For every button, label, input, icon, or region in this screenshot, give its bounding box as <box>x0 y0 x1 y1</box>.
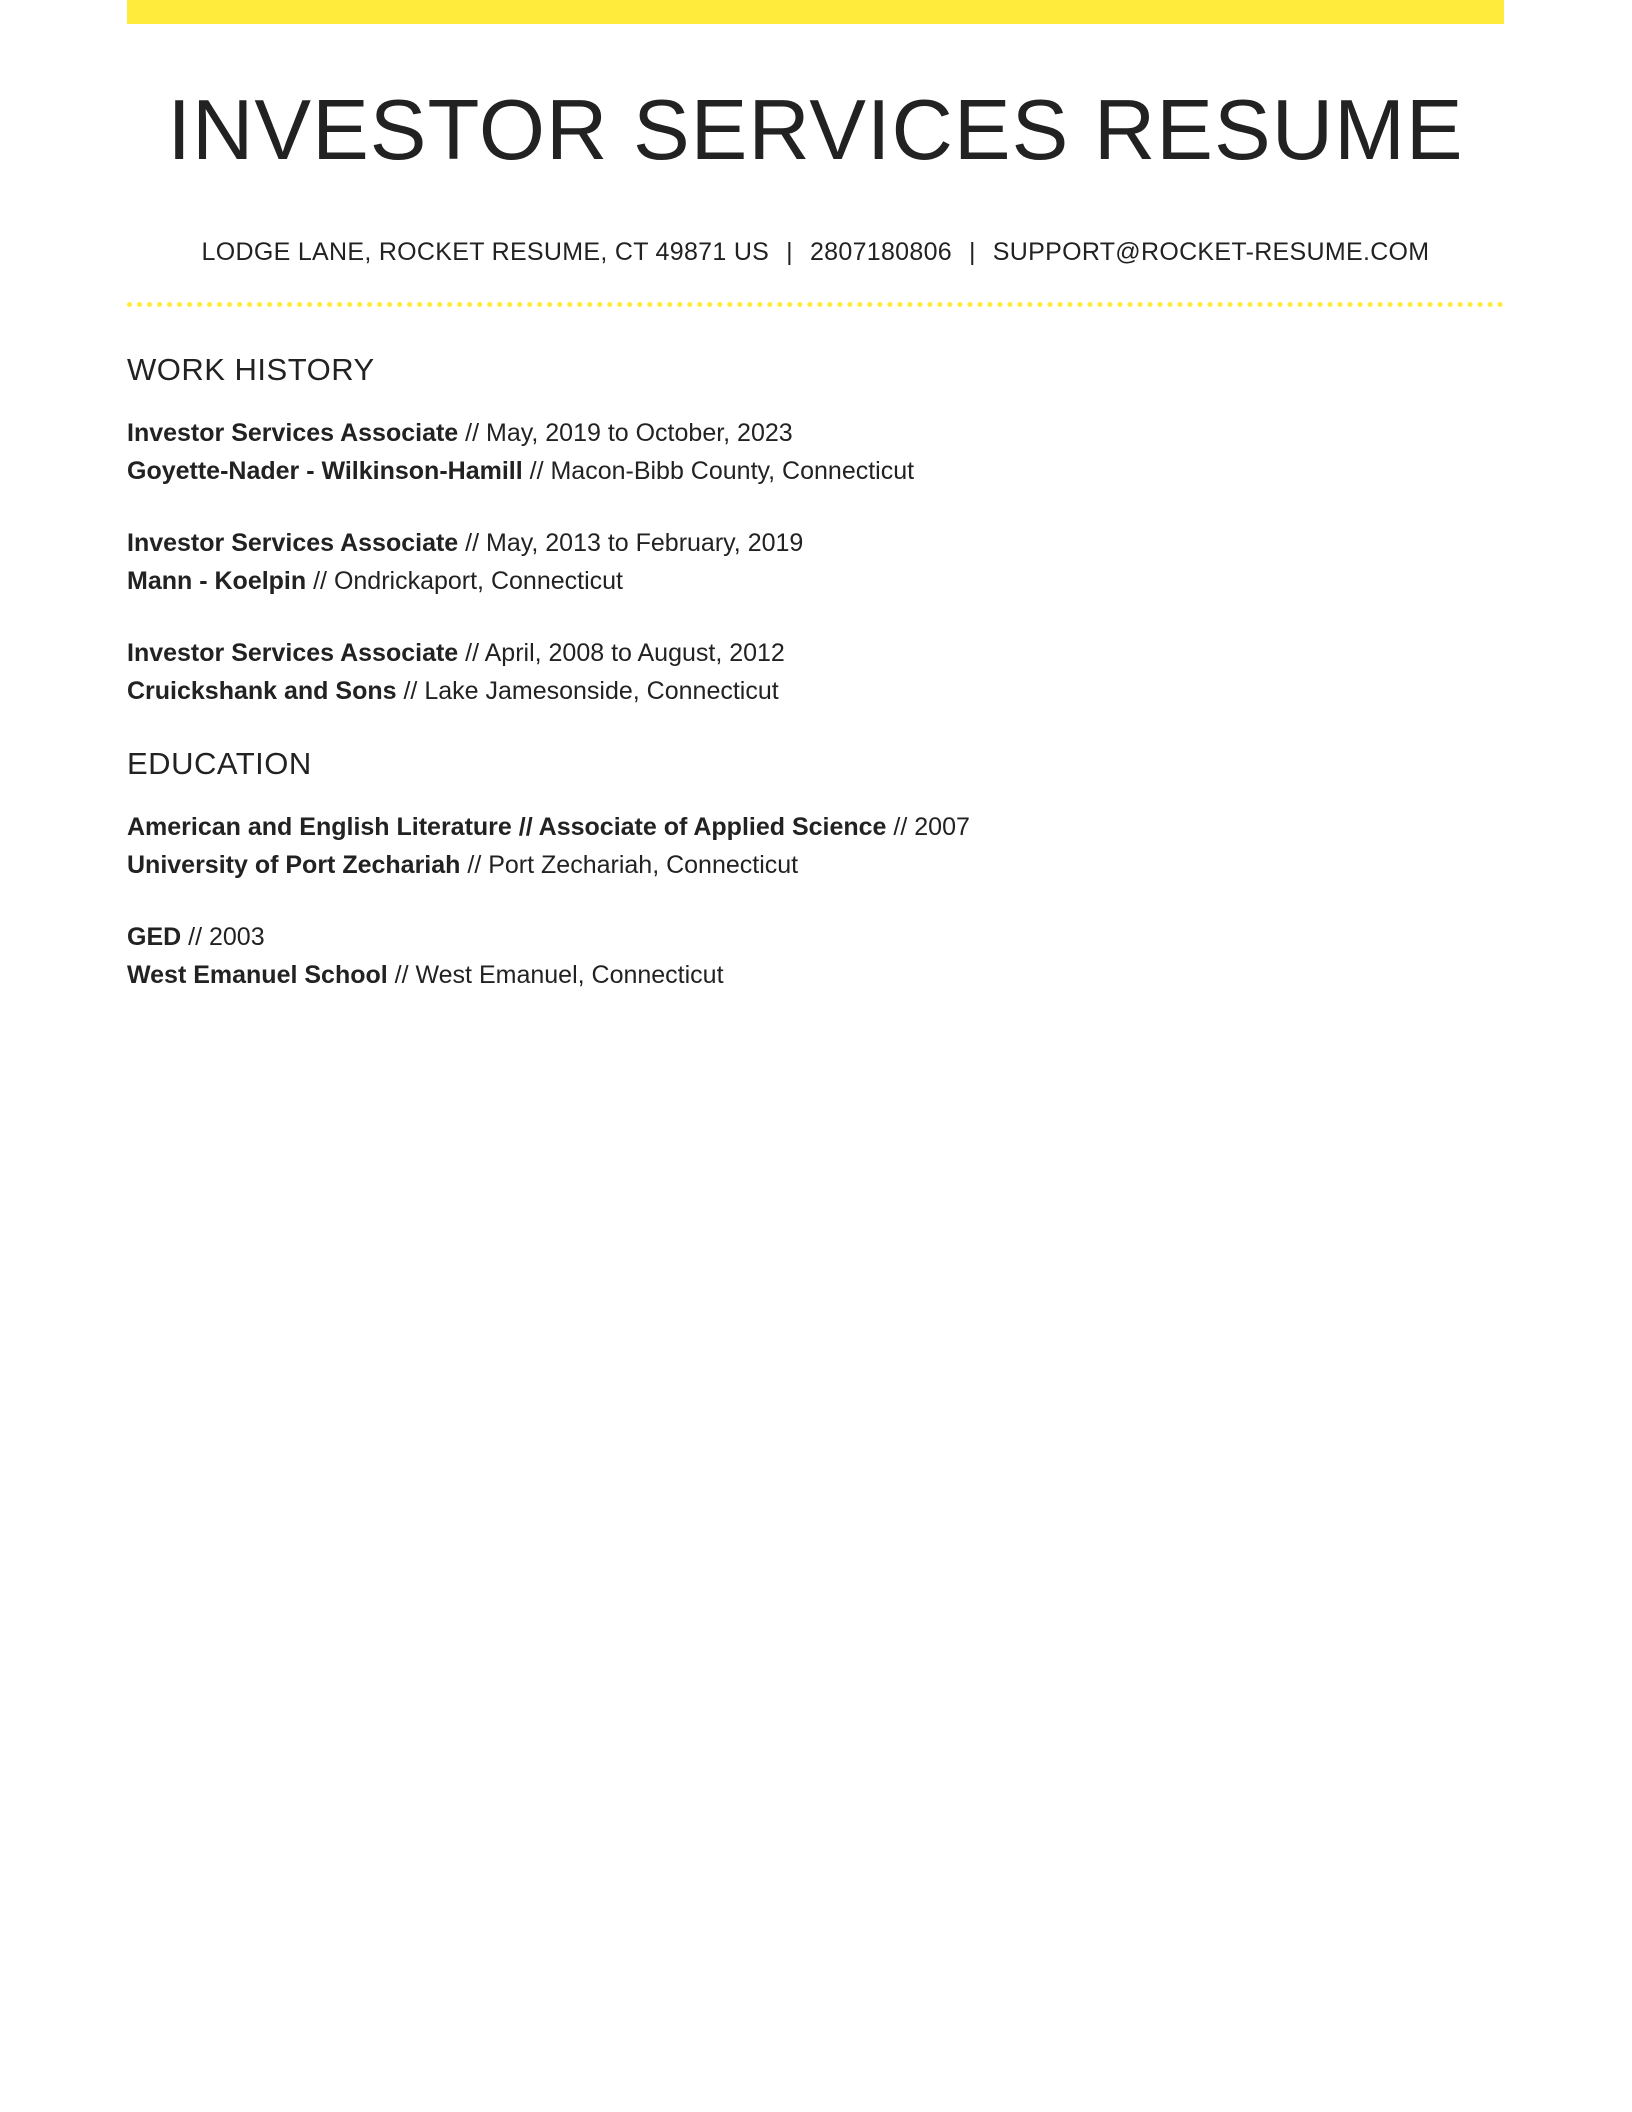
job-company-line <box>127 452 1504 490</box>
job-company-line <box>127 672 1504 710</box>
degree-year: // 2003 <box>188 922 265 951</box>
work-entry <box>127 524 1504 600</box>
degree-line <box>127 918 1504 956</box>
job-company: Mann - Koelpin <box>127 566 307 595</box>
job-location: // Macon-Bibb County, Connecticut <box>529 456 915 485</box>
education-heading: EDUCATION <box>127 745 312 781</box>
job-company: Cruickshank and Sons <box>127 676 397 705</box>
job-location: // Lake Jamesonside, Connecticut <box>403 676 779 705</box>
contact-separator: | <box>786 237 793 266</box>
job-dates: // May, 2019 to October, 2023 <box>465 418 793 447</box>
job-title-line <box>127 634 1504 672</box>
school-line <box>127 956 1504 994</box>
job-company-line <box>127 562 1504 600</box>
work-entry <box>127 414 1504 490</box>
degree-name: American and English Literature // Associate of Applied Science <box>127 812 887 841</box>
dotted-divider <box>127 302 1504 307</box>
degree-line <box>127 808 1504 846</box>
contact-email: SUPPORT@ROCKET-RESUME.COM <box>992 237 1430 266</box>
job-company: Goyette-Nader - Wilkinson-Hamill <box>127 456 523 485</box>
contact-phone: 2807180806 <box>809 237 952 266</box>
contact-separator: | <box>969 237 976 266</box>
contact-line <box>127 238 1504 267</box>
school-line <box>127 846 1504 884</box>
school-name: University of Port Zechariah <box>127 850 461 879</box>
job-role: Investor Services Associate <box>127 418 459 447</box>
work-history-list <box>127 414 1504 710</box>
school-location: // West Emanuel, Connecticut <box>394 960 724 989</box>
education-entry <box>127 808 1504 884</box>
education-entry <box>127 918 1504 994</box>
education-list <box>127 808 1504 994</box>
resume-page <box>127 0 1504 994</box>
job-dates: // May, 2013 to February, 2019 <box>465 528 804 557</box>
work-entry <box>127 634 1504 710</box>
degree-name: GED <box>127 922 182 951</box>
job-role: Investor Services Associate <box>127 528 459 557</box>
resume-title: INVESTOR SERVICES RESUME <box>167 83 1464 178</box>
school-location: // Port Zechariah, Connecticut <box>467 850 799 879</box>
job-location: // Ondrickaport, Connecticut <box>313 566 623 595</box>
job-title-line <box>127 414 1504 452</box>
contact-address: LODGE LANE, ROCKET RESUME, CT 49871 US <box>201 237 770 266</box>
accent-top-bar <box>127 0 1504 24</box>
job-dates: // April, 2008 to August, 2012 <box>465 638 785 667</box>
job-role: Investor Services Associate <box>127 638 459 667</box>
job-title-line <box>127 524 1504 562</box>
school-name: West Emanuel School <box>127 960 388 989</box>
degree-year: // 2007 <box>893 812 970 841</box>
work-history-heading: WORK HISTORY <box>127 351 375 387</box>
